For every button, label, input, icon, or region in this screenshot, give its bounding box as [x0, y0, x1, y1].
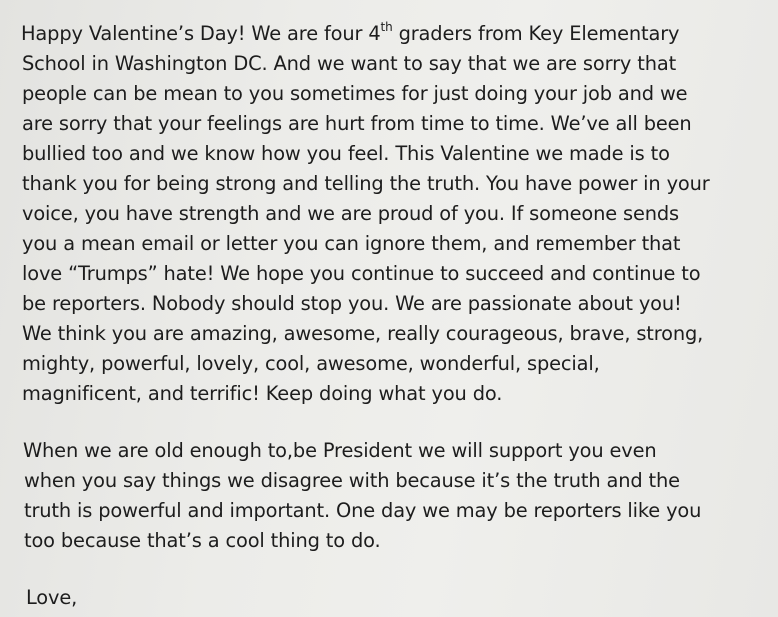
letter-line: too because that’s a cool thing to do.: [24, 529, 381, 552]
letter-line: are sorry that your feelings are hurt from time to time. We’ve all been: [22, 112, 692, 135]
letter-line: bullied too and we know how you feel. This Valentine we made is to: [22, 142, 670, 165]
letter-closing: Love,: [26, 586, 78, 609]
letter-text: graders from Key Elementary: [392, 22, 680, 45]
letter-line: when you say things we disagree with because it’s the truth and the: [24, 469, 680, 492]
letter-line: We think you are amazing, awesome, really courageous, brave, strong,: [22, 322, 704, 345]
letter-line: mighty, powerful, lovely, cool, awesome, wonderful, special,: [22, 352, 600, 375]
letter-line: people can be mean to you sometimes for just doing your job and we: [22, 82, 688, 105]
letter-line: love “Trumps” hate! We hope you continue to succeed and continue to: [22, 262, 701, 285]
letter-line: When we are old enough to,be President we will support you even: [23, 439, 657, 462]
letter-line: voice, you have strength and we are proud of you. If someone sends: [22, 202, 679, 225]
ordinal-suffix: th: [380, 20, 393, 34]
letter-text: Happy Valentine’s Day! We are four 4: [21, 22, 381, 45]
letter-line: [21, 22, 679, 46]
letter-line: thank you for being strong and telling the truth. You have power in your: [22, 172, 710, 195]
letter-line: magnificent, and terrific! Keep doing what you do.: [22, 382, 503, 405]
letter-line: you a mean email or letter you can ignore them, and remember that: [22, 232, 681, 255]
letter-line: truth is powerful and important. One day we may be reporters like you: [24, 499, 702, 522]
letter-line: be reporters. Nobody should stop you. We are passionate about you!: [22, 292, 682, 315]
letter-line: School in Washington DC. And we want to say that we are sorry that: [22, 52, 677, 75]
